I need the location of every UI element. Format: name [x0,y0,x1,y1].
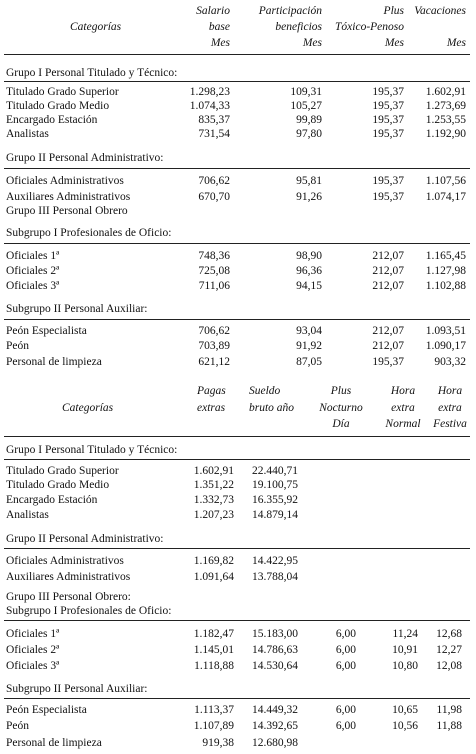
t2-row-pagas: 1.113,37 [194,704,234,716]
t2-group-rule [4,698,470,699]
t2-group-rule [4,459,470,460]
t1-row-vacaciones: 903,32 [434,356,466,368]
t1-row-participacion: 109,31 [290,86,322,98]
t1-row-plus: 195,37 [372,128,404,140]
t2-row-pagas: 1.118,88 [194,660,234,672]
t2-header-sueldo-2: bruto año [249,402,295,414]
t2-row-label: Titulado Grado Superior [6,465,119,477]
t1-row-salario: 1.298,23 [189,86,230,98]
t1-row-participacion: 95,81 [296,175,322,187]
t2-header-horanormal-3: Normal [385,418,421,430]
t1-row-plus: 212,07 [372,325,404,337]
t2-row-horafestiva: 12,08 [436,660,462,672]
t2-row-label: Oficiales 2ª [6,644,60,656]
t1-row-salario: 711,06 [198,280,230,292]
t2-row-label: Personal de limpieza [6,737,102,749]
t2-row-sueldo: 14.422,95 [252,555,298,567]
t1-row-participacion: 97,80 [296,128,322,140]
t1-header-rule [4,54,470,55]
t1-row-plus: 195,37 [372,100,404,112]
t1-row-label: Personal de limpieza [6,356,102,368]
t1-row-label: Oficiales 2ª [6,265,60,277]
t1-row-vacaciones: 1.107,56 [425,175,466,187]
t2-row-label: Encargado Estación [6,494,98,506]
t2-header-horanormal-2: extra [391,402,415,414]
t2-row-pagas: 1.602,91 [193,465,234,477]
t2-row-pagas: 919,38 [202,737,234,749]
t1-header-plus-3: Mes [384,37,404,49]
t1-row-vacaciones: 1.090,17 [425,340,466,352]
t1-header-participacion-1: Participación [258,5,322,17]
t1-row-plus: 212,07 [372,250,404,262]
t1-row-label: Oficiales Administrativos [6,175,124,187]
t1-row-vacaciones: 1.127,98 [425,265,466,277]
t2-row-sueldo: 19.100,75 [252,479,298,491]
t1-row-label: Auxiliares Administrativos [6,191,131,203]
t1-row-vacaciones: 1.102,88 [425,280,466,292]
t2-row-label: Oficiales 3ª [6,660,60,672]
t2-header-rule [4,436,470,437]
t1-row-salario: 725,08 [198,265,230,277]
t1-row-vacaciones: 1.253,55 [425,114,466,126]
t2-row-pagas: 1.332,73 [193,494,234,506]
t2-row-pagas: 1.107,89 [193,720,234,732]
t1-row-participacion: 87,05 [296,356,322,368]
t2-row-nocturno: 6,00 [335,628,356,640]
t1-group-title: Grupo III Personal Obrero [6,205,128,217]
t1-header-participacion-3: Mes [302,37,322,49]
t2-header-nocturno-2: Nocturno [319,402,363,414]
t2-row-sueldo: 13.788,04 [252,571,298,583]
t1-row-salario: 621,12 [198,356,230,368]
t2-header-nocturno-3: Día [332,418,350,430]
t2-row-sueldo: 14.449,32 [252,704,298,716]
t2-row-horanormal: 10,91 [392,644,418,656]
t1-row-label: Peón [6,340,29,352]
t1-row-salario: 706,62 [198,325,230,337]
t1-row-participacion: 91,92 [296,340,322,352]
t2-row-sueldo: 22.440,71 [252,465,298,477]
t1-row-plus: 212,07 [372,280,404,292]
t2-row-pagas: 1.091,64 [193,571,234,583]
t2-header-nocturno-1: Plus [330,385,352,397]
t2-row-label: Peón Especialista [6,704,87,716]
t1-row-label: Oficiales 3ª [6,280,60,292]
t2-row-nocturno: 6,00 [335,720,356,732]
t1-row-label: Peón Especialista [6,325,87,337]
t1-header-salario-1: Salario [196,5,230,17]
t2-row-nocturno: 6,00 [335,660,356,672]
t1-header-participacion-2: beneficios [275,21,322,33]
t1-row-vacaciones: 1.273,69 [425,100,466,112]
t2-header-horafestiva-1: Hora [437,385,463,397]
t2-row-label: Auxiliares Administrativos [6,571,131,583]
t1-group-title: Grupo II Personal Administrativo: [6,152,164,164]
t2-row-nocturno: 6,00 [335,644,356,656]
t2-row-horafestiva: 12,27 [436,644,462,656]
t1-group-rule [4,243,470,244]
t2-header-pagas-2: extras [197,402,226,414]
t2-row-horanormal: 10,80 [392,660,418,672]
t1-row-label: Titulado Grado Superior [6,86,119,98]
t2-row-nocturno: 6,00 [335,704,356,716]
t1-group-rule [4,168,470,169]
t2-row-horanormal: 10,56 [392,720,418,732]
t2-row-horanormal: 11,24 [392,628,418,640]
t1-row-participacion: 96,36 [296,265,322,277]
t2-group-title: Grupo I Personal Titulado y Técnico: [6,444,178,456]
t2-group-rule [4,548,470,549]
t1-row-salario: 748,36 [198,250,230,262]
t2-row-pagas: 1.182,47 [193,628,234,640]
t2-header-horafestiva-2: extra [438,402,462,414]
t1-group-title: Subgrupo II Personal Auxiliar: [6,303,148,315]
t2-row-pagas: 1.169,82 [193,555,234,567]
t2-header-pagas-1: Pagas [197,385,226,397]
t2-row-sueldo: 14.786,63 [252,644,298,656]
t1-row-participacion: 93,04 [296,325,322,337]
t1-row-salario: 731,54 [198,128,230,140]
t2-row-label: Oficiales 1ª [6,628,60,640]
t1-group-title: Subgrupo I Profesionales de Oficio: [6,227,172,239]
t1-row-plus: 195,37 [372,175,404,187]
t2-row-label: Titulado Grado Medio [6,479,110,491]
t1-header-plus-2: Tóxico-Penoso [335,21,404,33]
t2-group-rule [4,620,470,621]
t2-row-sueldo: 15.183,00 [252,628,298,640]
t1-row-vacaciones: 1.192,90 [425,128,466,140]
t2-header-sueldo-1: Sueldo [249,385,281,397]
t1-row-vacaciones: 1.165,45 [425,250,466,262]
t1-row-vacaciones: 1.093,51 [425,325,466,337]
t1-header-vacaciones-1: Vacaciones [414,5,466,17]
t2-row-pagas: 1.145,01 [193,644,234,656]
t1-row-plus: 212,07 [372,340,404,352]
t2-row-horafestiva: 12,68 [436,628,462,640]
t2-row-label: Oficiales Administrativos [6,555,124,567]
t1-header-categorias: Categorías [70,21,122,33]
t1-row-label: Analistas [6,128,49,140]
t1-row-participacion: 94,15 [296,280,322,292]
t2-header-horanormal-1: Hora [390,385,416,397]
t1-row-plus: 195,37 [372,191,404,203]
t1-header-plus-1: Plus [383,5,404,17]
t2-row-sueldo: 16.355,92 [252,494,298,506]
t1-row-plus: 195,37 [372,86,404,98]
t2-row-sueldo: 14.530,64 [252,660,298,672]
t1-row-participacion: 98,90 [296,250,322,262]
t2-row-sueldo: 14.879,14 [252,509,298,521]
t1-row-vacaciones: 1.074,17 [425,191,466,203]
t2-group-title: Subgrupo II Personal Auxiliar: [6,683,148,695]
t2-group-title: Subgrupo I Profesionales de Oficio: [6,605,172,617]
t2-group-title: Grupo III Personal Obrero: [6,591,131,603]
t1-header-salario-3: Mes [210,37,230,49]
t2-row-label: Peón [6,720,29,732]
t1-row-plus: 195,37 [372,114,404,126]
t1-row-participacion: 105,27 [290,100,322,112]
t1-row-participacion: 91,26 [296,191,322,203]
t2-header-categorias: Categorías [62,402,114,414]
t1-group-rule [4,319,470,320]
t1-row-label: Encargado Estación [6,114,98,126]
t2-row-sueldo: 14.392,65 [252,720,298,732]
t2-row-pagas: 1.351,22 [193,479,234,491]
t1-row-salario: 706,62 [198,175,230,187]
t1-row-label: Titulado Grado Medio [6,100,110,112]
t1-row-salario: 835,37 [198,114,230,126]
t1-row-participacion: 99,89 [296,114,322,126]
t2-row-pagas: 1.207,23 [193,509,234,521]
t1-row-salario: 703,89 [198,340,230,352]
t2-row-sueldo: 12.680,98 [252,737,298,749]
t1-group-title: Grupo I Personal Titulado y Técnico: [6,67,178,79]
t2-row-label: Analistas [6,509,49,521]
t1-row-vacaciones: 1.602,91 [425,86,466,98]
t1-row-label: Oficiales 1ª [6,250,60,262]
t1-row-plus: 212,07 [372,265,404,277]
t2-row-horafestiva: 11,98 [436,704,462,716]
t2-row-horanormal: 10,65 [392,704,418,716]
t1-row-salario: 1.074,33 [189,100,230,112]
t2-header-horafestiva-3: Festiva [433,418,467,430]
t1-row-plus: 195,37 [372,356,404,368]
t2-row-horafestiva: 11,88 [436,720,462,732]
t1-group-rule [4,81,470,82]
t2-group-title: Grupo II Personal Administrativo: [6,533,164,545]
t1-row-salario: 670,70 [198,191,230,203]
t1-header-vacaciones-2: Mes [446,37,466,49]
t1-header-salario-2: base [208,21,230,33]
